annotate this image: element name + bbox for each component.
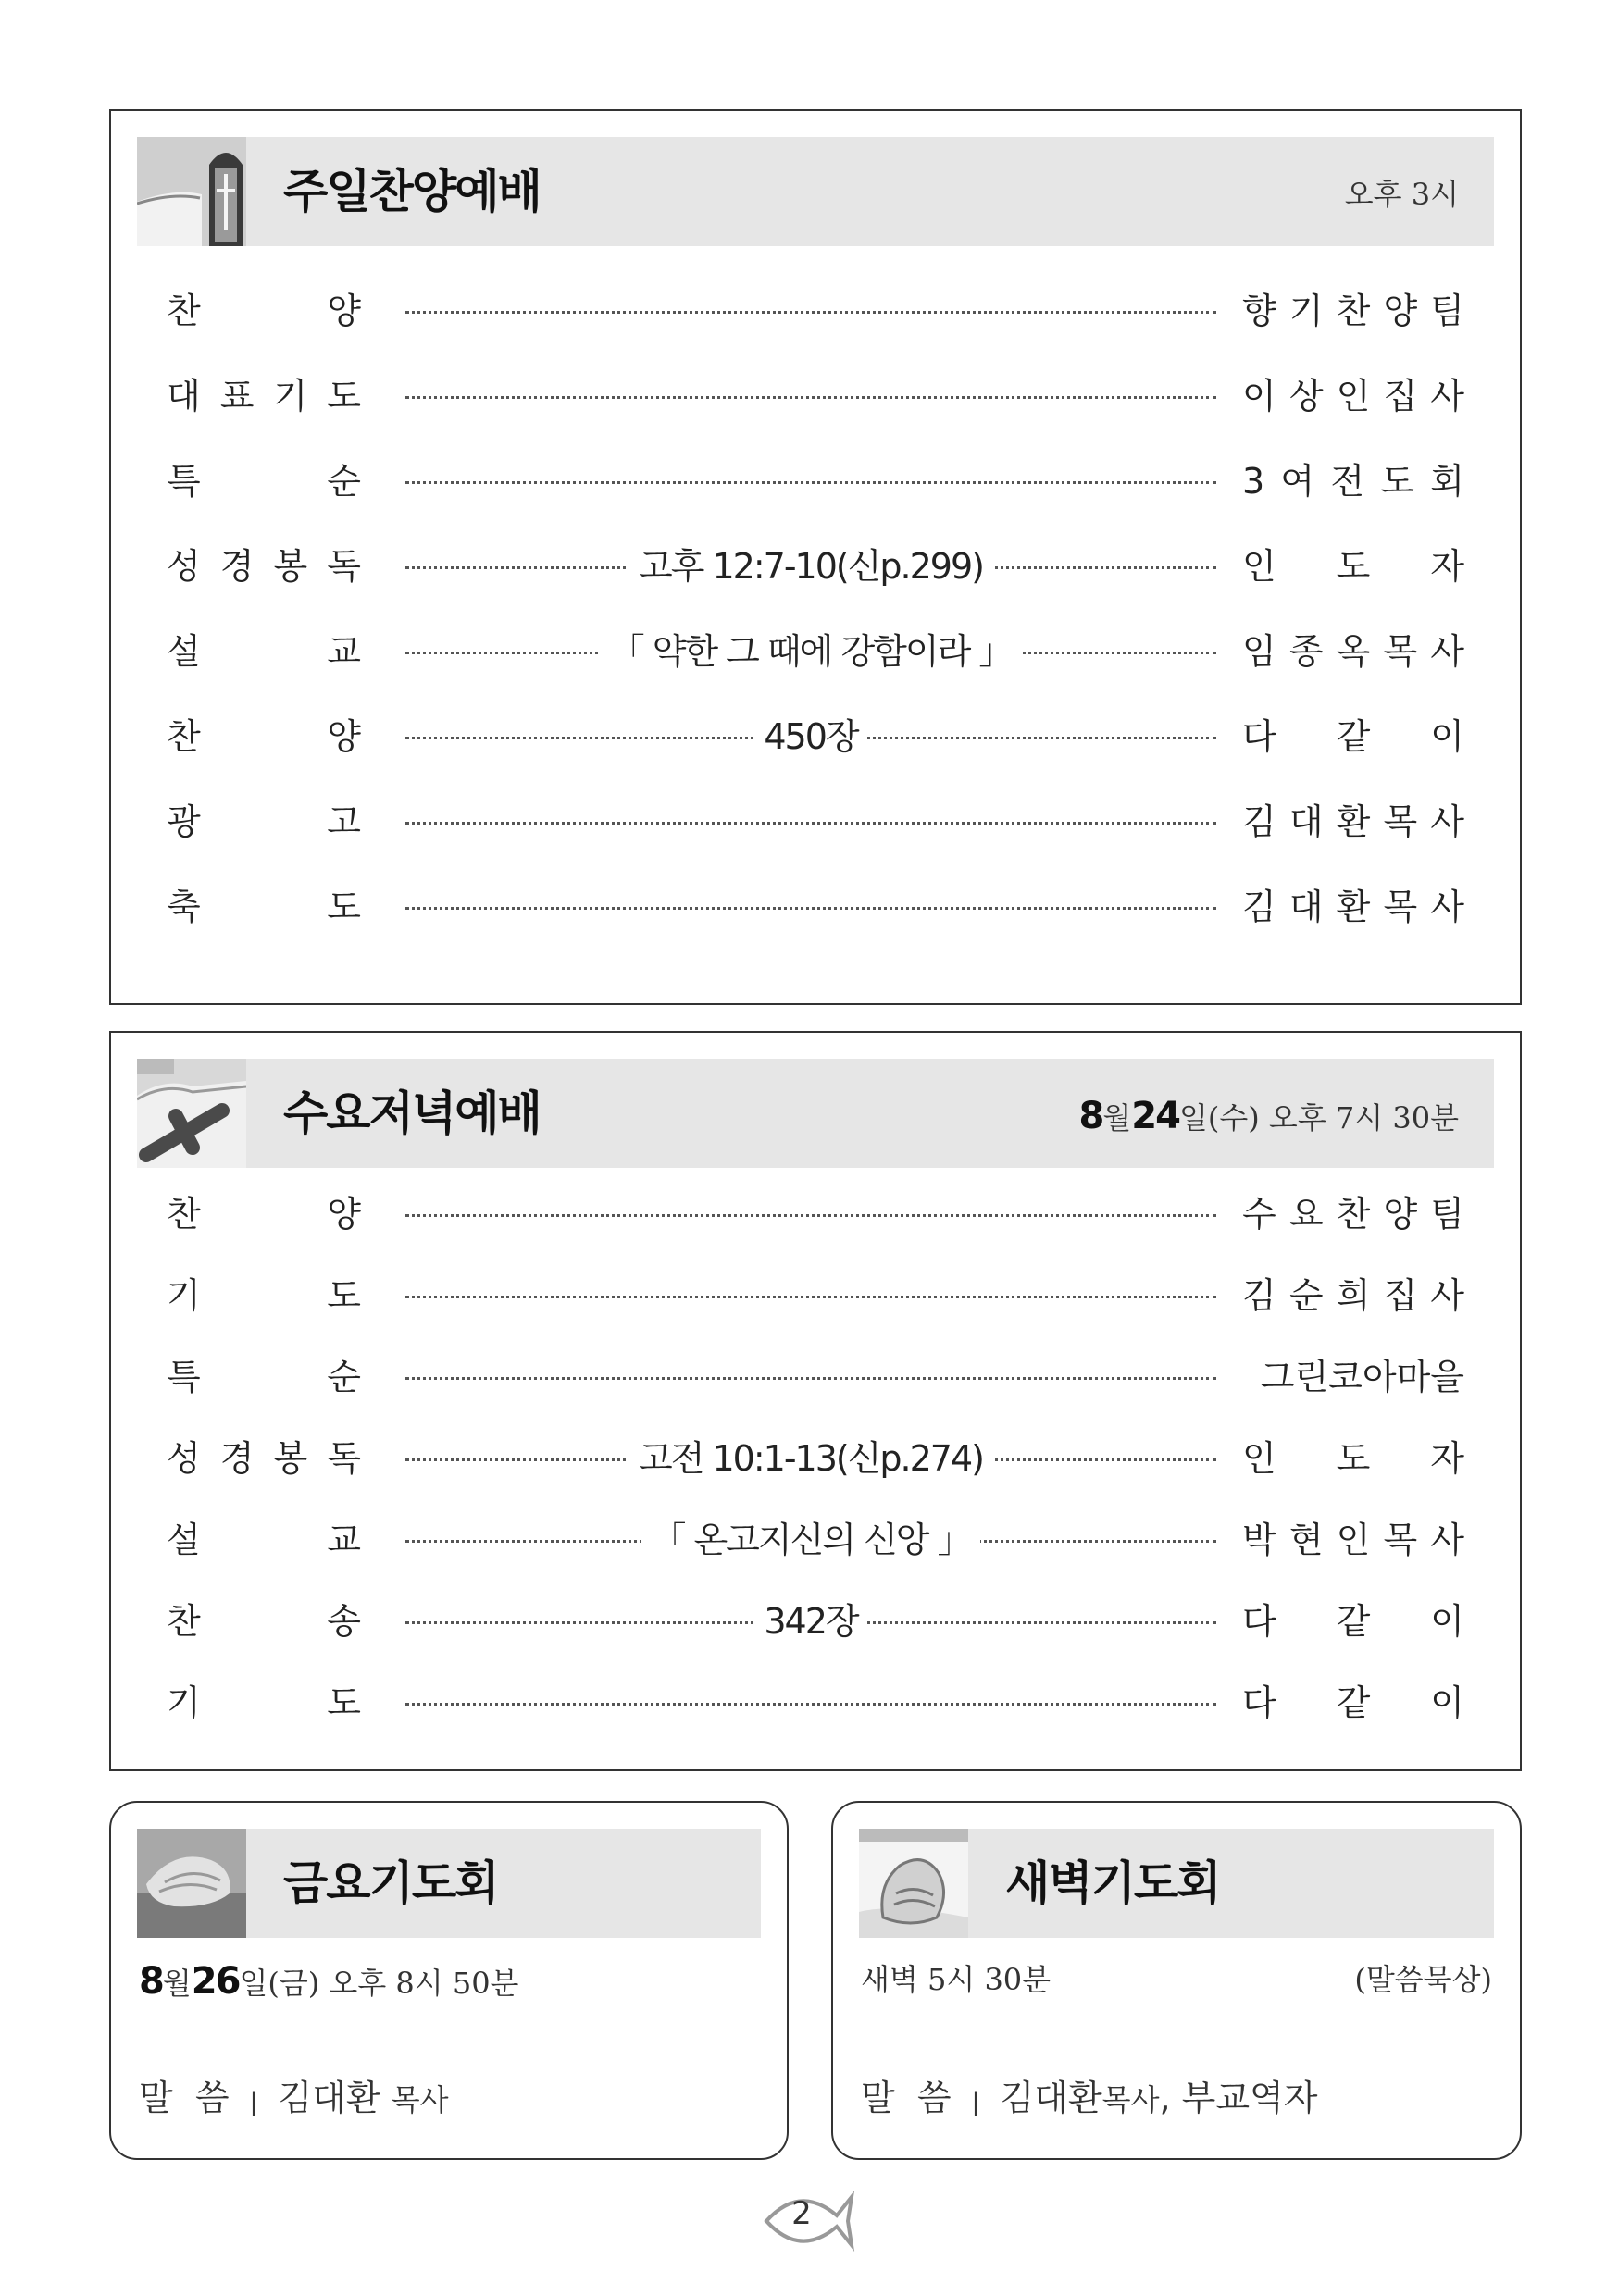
row-person	[1242, 879, 1464, 935]
dawn-prayer-title: 새벽기도회	[1005, 1856, 1220, 1910]
dawn-sermon-label: 말 씀	[861, 2078, 952, 2118]
row-detail	[405, 539, 1216, 594]
row-label-char: 고	[327, 801, 361, 842]
row-person-char: 사	[1430, 1275, 1464, 1316]
page-number-fish	[763, 2184, 855, 2258]
row-label-char: 찬	[167, 716, 201, 757]
row-label-char: 광	[167, 801, 201, 842]
row-person	[1242, 1594, 1464, 1649]
dawn-prayer-section	[831, 1801, 1522, 2160]
row-person-char: 팀	[1430, 291, 1464, 331]
row-person-char: 목	[1383, 1520, 1418, 1560]
row-label-char: 독	[327, 1438, 361, 1479]
sunday-service-time: 오후 3시	[1344, 177, 1459, 212]
dotted-leader	[405, 481, 1216, 484]
row-label-char: 표	[219, 376, 255, 416]
dawn-preacher-title: 목사	[1101, 2082, 1160, 2117]
row-person-char: 여	[1280, 461, 1315, 502]
row-person	[1242, 1675, 1464, 1731]
row-label	[167, 1186, 361, 1242]
row-label-char: 찬	[167, 1194, 201, 1235]
service-row	[167, 453, 1464, 509]
row-label-char: 성	[167, 1438, 201, 1479]
row-person	[1242, 1186, 1464, 1242]
dotted-leader	[405, 1214, 1216, 1217]
row-person-char: 사	[1430, 631, 1464, 672]
row-label-char: 봉	[273, 546, 308, 587]
service-row	[167, 1349, 1464, 1405]
row-detail	[405, 1431, 1216, 1486]
row-label-char: 대	[167, 376, 201, 416]
page-number: 2	[791, 2195, 812, 2232]
row-label-char: 봉	[273, 1438, 308, 1479]
row-label	[167, 1349, 361, 1405]
row-detail-text: 「 온고지신의 신앙 」	[641, 1520, 979, 1560]
service-row	[167, 283, 1464, 339]
row-label-char: 축	[167, 887, 201, 927]
row-person-char: 희	[1336, 1275, 1371, 1316]
friday-preacher: 김대환	[278, 2078, 380, 2118]
row-detail-text: 「 약한 그 때에 강함이라 」	[601, 631, 1022, 672]
wednesday-time-rest: 일(수) 오후 7시 30분	[1178, 1100, 1459, 1136]
row-label-char: 도	[327, 376, 361, 416]
row-label-char: 순	[327, 1357, 361, 1397]
row-label-char: 기	[167, 1275, 201, 1316]
row-label-char: 교	[327, 1520, 361, 1560]
friday-sermon-label: 말 씀	[139, 2078, 230, 2118]
row-label	[167, 1594, 361, 1649]
service-row	[167, 539, 1464, 594]
wednesday-service-title: 수요저녁예배	[283, 1086, 541, 1140]
row-person-char: 목	[1383, 801, 1418, 842]
row-person-char: 이	[1430, 1601, 1464, 1642]
row-label	[167, 624, 361, 679]
row-detail-text: 고전 10:1-13(신p.274)	[629, 1438, 992, 1479]
row-label-char: 찬	[167, 1601, 201, 1642]
row-person-char: 이	[1430, 1682, 1464, 1723]
dotted-leader	[405, 822, 1216, 825]
friday-sermon-line	[139, 2069, 449, 2120]
row-detail	[405, 709, 1216, 764]
row-label-char: 교	[327, 631, 361, 672]
cross-on-bible-image	[137, 1059, 246, 1168]
friday-prayer-time	[139, 1960, 518, 2003]
service-row	[167, 1431, 1464, 1486]
row-person	[1242, 368, 1464, 424]
dawn-prayer-header	[859, 1829, 1494, 1938]
row-detail-text: 450장	[754, 716, 866, 757]
row-person-char: 도	[1336, 546, 1371, 587]
row-person-char: 대	[1288, 887, 1324, 927]
row-person-char: 인	[1336, 376, 1371, 416]
dotted-leader	[405, 1296, 1216, 1298]
row-label-char: 성	[167, 546, 201, 587]
friday-prayer-title: 금요기도회	[283, 1856, 498, 1910]
row-person	[1242, 1512, 1464, 1568]
dawn-prayer-time	[861, 1956, 1051, 1999]
service-row	[167, 1268, 1464, 1323]
service-row	[167, 1512, 1464, 1568]
row-person-char: 자	[1430, 1438, 1464, 1479]
friday-preacher-title: 목사	[391, 2082, 449, 2117]
row-person	[1242, 624, 1464, 679]
row-person-char: 사	[1430, 887, 1464, 927]
row-person-char: 집	[1383, 376, 1418, 416]
row-person	[1242, 1349, 1464, 1405]
service-row	[167, 1594, 1464, 1649]
friday-sermon-separator: |	[249, 2089, 258, 2116]
dawn-preacher-extra: , 부교역자	[1159, 2078, 1318, 2118]
row-person-char: 전	[1330, 461, 1365, 502]
row-label-char: 도	[327, 887, 361, 927]
row-person-char: 다	[1242, 716, 1276, 757]
row-person-char: 사	[1430, 1520, 1464, 1560]
wednesday-service-time	[1079, 1059, 1459, 1168]
dawn-time: 새벽 5시 30분	[861, 1962, 1052, 1997]
row-person-char: 인	[1242, 546, 1276, 587]
sunday-service-section	[109, 109, 1522, 1005]
friday-prayer-header	[137, 1829, 761, 1938]
service-row	[167, 879, 1464, 935]
row-label-char: 양	[327, 1194, 361, 1235]
row-detail-text: 342장	[754, 1601, 866, 1642]
service-row	[167, 368, 1464, 424]
row-label-char: 경	[219, 1438, 255, 1479]
row-label-char: 설	[167, 631, 201, 672]
row-person-char: 자	[1430, 546, 1464, 587]
row-person-char: 집	[1383, 1275, 1418, 1316]
service-row	[167, 624, 1464, 679]
friday-time-rest: 일(금) 오후 8시 50분	[239, 1966, 519, 2001]
row-label	[167, 539, 361, 594]
row-person-char: 양	[1383, 1194, 1418, 1235]
row-detail	[405, 1512, 1216, 1568]
dotted-leader	[405, 311, 1216, 314]
wednesday-day: 24	[1131, 1095, 1179, 1137]
row-person	[1242, 453, 1464, 509]
praying-hands-image	[137, 1829, 246, 1938]
row-label	[167, 1268, 361, 1323]
service-row	[167, 1186, 1464, 1242]
row-label-char: 도	[327, 1275, 361, 1316]
row-person-char: 다	[1242, 1601, 1276, 1642]
row-person	[1242, 283, 1464, 339]
row-label	[167, 709, 361, 764]
dawn-preacher: 김대환	[1000, 2078, 1102, 2118]
row-person-char: 김	[1242, 887, 1276, 927]
row-person-char: 요	[1288, 1194, 1324, 1235]
row-label-char: 양	[327, 291, 361, 331]
friday-prayer-section	[109, 1801, 789, 2160]
dotted-leader	[405, 1703, 1216, 1706]
row-label	[167, 368, 361, 424]
row-person-char: 이	[1242, 376, 1276, 416]
dotted-leader	[405, 1377, 1216, 1380]
dawn-prayer-note	[1354, 1956, 1492, 1999]
row-person-char: 김	[1242, 1275, 1276, 1316]
row-person-char: 사	[1430, 801, 1464, 842]
row-person-char: 그린코아마을	[1260, 1357, 1464, 1397]
row-person-char: 같	[1336, 716, 1371, 757]
row-person-char: 찬	[1336, 291, 1371, 331]
row-label-char: 찬	[167, 291, 201, 331]
dawn-sermon-separator: |	[971, 2089, 980, 2116]
row-person-char: 임	[1242, 631, 1276, 672]
friday-month-unit: 월	[162, 1966, 192, 2001]
row-detail-text: 고후 12:7-10(신p.299)	[629, 546, 992, 587]
row-person-char: 상	[1288, 376, 1324, 416]
row-person-char: 3	[1242, 461, 1265, 502]
row-person-char: 양	[1383, 291, 1418, 331]
row-label-char: 경	[219, 546, 255, 587]
row-person-char: 향	[1242, 291, 1276, 331]
row-person-char: 기	[1288, 291, 1324, 331]
service-row	[167, 1675, 1464, 1731]
dotted-leader	[405, 907, 1216, 910]
wednesday-service-section	[109, 1031, 1522, 1771]
sunday-service-header	[137, 137, 1494, 246]
row-person-char: 인	[1242, 1438, 1276, 1479]
row-person-char: 박	[1242, 1520, 1276, 1560]
row-person-char: 이	[1430, 716, 1464, 757]
row-person	[1242, 794, 1464, 850]
dawn-sermon-line	[861, 2069, 1317, 2120]
wednesday-month-unit: 월	[1102, 1100, 1132, 1136]
row-label	[167, 1675, 361, 1731]
row-person	[1242, 1268, 1464, 1323]
row-label-char: 설	[167, 1520, 201, 1560]
service-row	[167, 794, 1464, 850]
friday-day: 26	[191, 1960, 240, 2003]
row-person-char: 같	[1336, 1601, 1371, 1642]
row-label-char: 특	[167, 461, 201, 502]
row-person-char: 환	[1336, 887, 1371, 927]
row-person	[1242, 1431, 1464, 1486]
row-detail	[405, 1594, 1216, 1649]
row-person-char: 현	[1288, 1520, 1324, 1560]
row-label	[167, 794, 361, 850]
row-person-char: 목	[1383, 887, 1418, 927]
dotted-leader	[405, 396, 1216, 399]
row-person-char: 종	[1288, 631, 1324, 672]
sunday-service-title: 주일찬양예배	[283, 165, 541, 218]
row-person-char: 수	[1242, 1194, 1276, 1235]
row-person-char: 다	[1242, 1682, 1276, 1723]
row-label-char: 독	[327, 546, 361, 587]
row-person-char: 목	[1383, 631, 1418, 672]
friday-month: 8	[139, 1960, 163, 2003]
row-person-char: 김	[1242, 801, 1276, 842]
row-label-char: 송	[327, 1601, 361, 1642]
row-label	[167, 879, 361, 935]
folded-hands-image	[859, 1829, 968, 1938]
row-label	[167, 1512, 361, 1568]
dawn-note: (말씀묵상)	[1354, 1962, 1492, 1997]
row-person-char: 회	[1430, 461, 1464, 502]
row-person-char: 도	[1336, 1438, 1371, 1479]
row-person-char: 같	[1336, 1682, 1371, 1723]
service-row	[167, 709, 1464, 764]
row-label	[167, 283, 361, 339]
row-person-char: 팀	[1430, 1194, 1464, 1235]
row-person-char: 순	[1288, 1275, 1324, 1316]
church-window-image	[137, 137, 246, 246]
row-person-char: 사	[1430, 376, 1464, 416]
wednesday-month: 8	[1078, 1095, 1103, 1137]
row-detail	[405, 624, 1216, 679]
wednesday-service-header	[137, 1059, 1494, 1168]
row-person-char: 대	[1288, 801, 1324, 842]
row-label-char: 양	[327, 716, 361, 757]
row-person-char: 인	[1336, 1520, 1371, 1560]
row-label-char: 기	[273, 376, 308, 416]
row-label-char: 기	[167, 1682, 201, 1723]
row-person-char: 환	[1336, 801, 1371, 842]
row-person-char: 옥	[1336, 631, 1371, 672]
row-person-char: 찬	[1336, 1194, 1371, 1235]
row-label	[167, 1431, 361, 1486]
row-label-char: 특	[167, 1357, 201, 1397]
row-person	[1242, 709, 1464, 764]
row-label-char: 도	[327, 1682, 361, 1723]
row-label	[167, 453, 361, 509]
row-person	[1242, 539, 1464, 594]
row-label-char: 순	[327, 461, 361, 502]
row-person-char: 도	[1380, 461, 1415, 502]
